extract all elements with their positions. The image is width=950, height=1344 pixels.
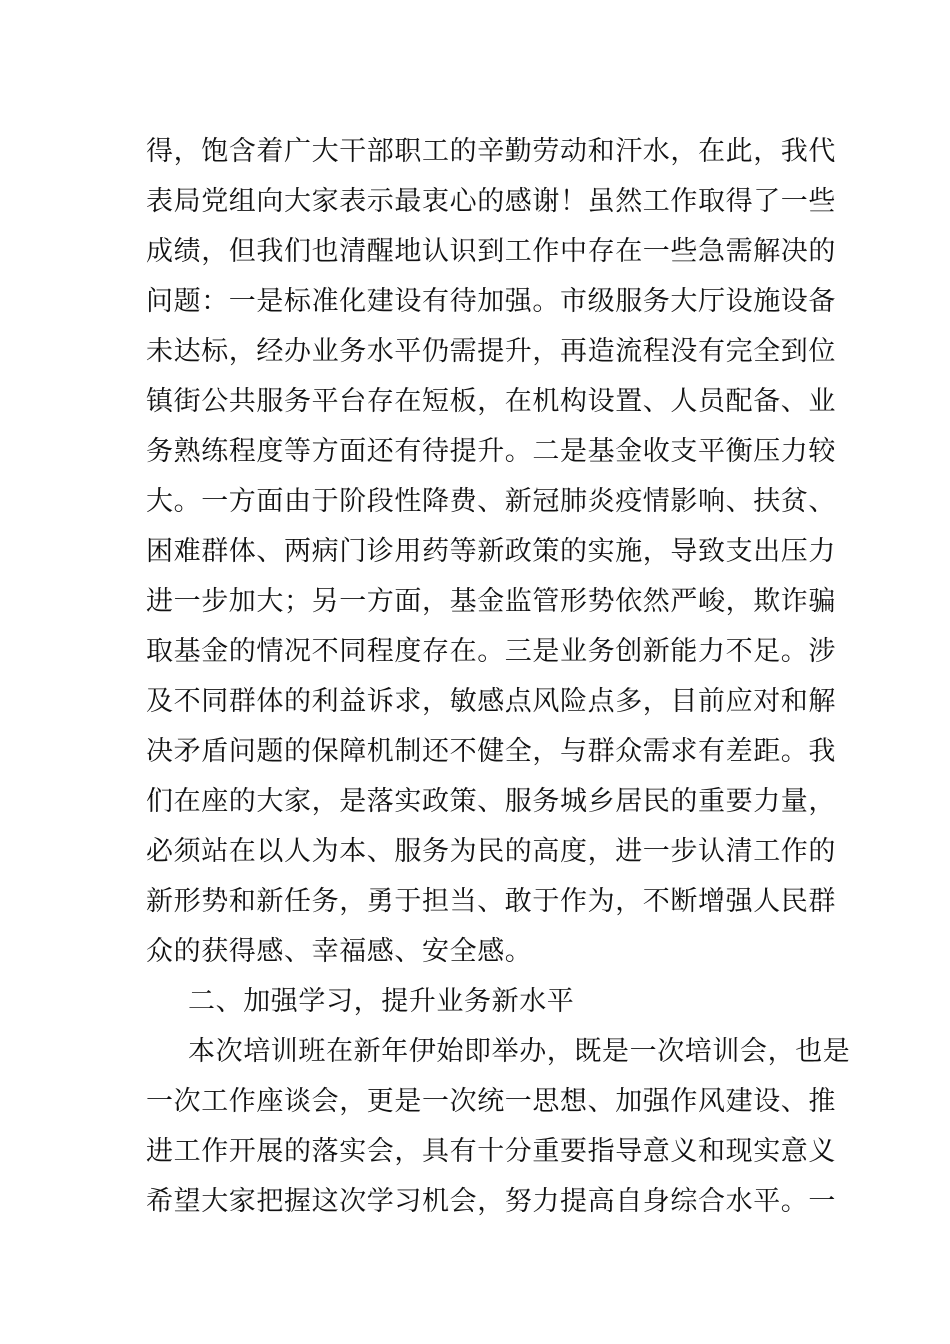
text-line: 一次工作座谈会，更是一次统一思想、加强作风建设、推 <box>146 1086 836 1117</box>
text-line: 进一步加大；另一方面，基金监管形势依然严峻，欺诈骗 <box>146 586 836 617</box>
text-line: 新形势和新任务，勇于担当、敢于作为，不断增强人民群 <box>146 886 836 917</box>
text-line: 问题：一是标准化建设有待加强。市级服务大厅设施设备 <box>146 286 836 317</box>
text-line: 众的获得感、幸福感、安全感。 <box>146 936 533 967</box>
text-line: 决矛盾问题的保障机制还不健全，与群众需求有差距。我 <box>146 736 836 767</box>
text-line: 必须站在以人为本、服务为民的高度，进一步认清工作的 <box>146 836 836 867</box>
section-heading: 二、加强学习，提升业务新水平 <box>188 986 575 1017</box>
text-line: 务熟练程度等方面还有待提升。二是基金收支平衡压力较 <box>146 436 836 467</box>
text-line: 成绩，但我们也清醒地认识到工作中存在一些急需解决的 <box>146 236 836 267</box>
text-line: 大。一方面由于阶段性降费、新冠肺炎疫情影响、扶贫、 <box>146 486 836 517</box>
text-line: 进工作开展的落实会，具有十分重要指导意义和现实意义 <box>146 1136 836 1167</box>
text-line: 镇街公共服务平台存在短板，在机构设置、人员配备、业 <box>146 386 836 417</box>
text-line: 希望大家把握这次学习机会，努力提高自身综合水平。一 <box>146 1186 836 1217</box>
text-line: 取基金的情况不同程度存在。三是业务创新能力不足。涉 <box>146 636 836 667</box>
text-line: 及不同群体的利益诉求，敏感点风险点多，目前应对和解 <box>146 686 836 717</box>
text-line: 困难群体、两病门诊用药等新政策的实施，导致支出压力 <box>146 536 836 567</box>
text-line: 表局党组向大家表示最衷心的感谢！虽然工作取得了一些 <box>146 186 836 217</box>
text-line: 未达标，经办业务水平仍需提升，再造流程没有完全到位 <box>146 336 836 367</box>
text-line: 们在座的大家，是落实政策、服务城乡居民的重要力量， <box>146 786 836 817</box>
text-line: 得，饱含着广大干部职工的辛勤劳动和汗水，在此，我代 <box>146 136 836 167</box>
paragraph-first-line: 本次培训班在新年伊始即举办，既是一次培训会，也是 <box>188 1036 851 1067</box>
